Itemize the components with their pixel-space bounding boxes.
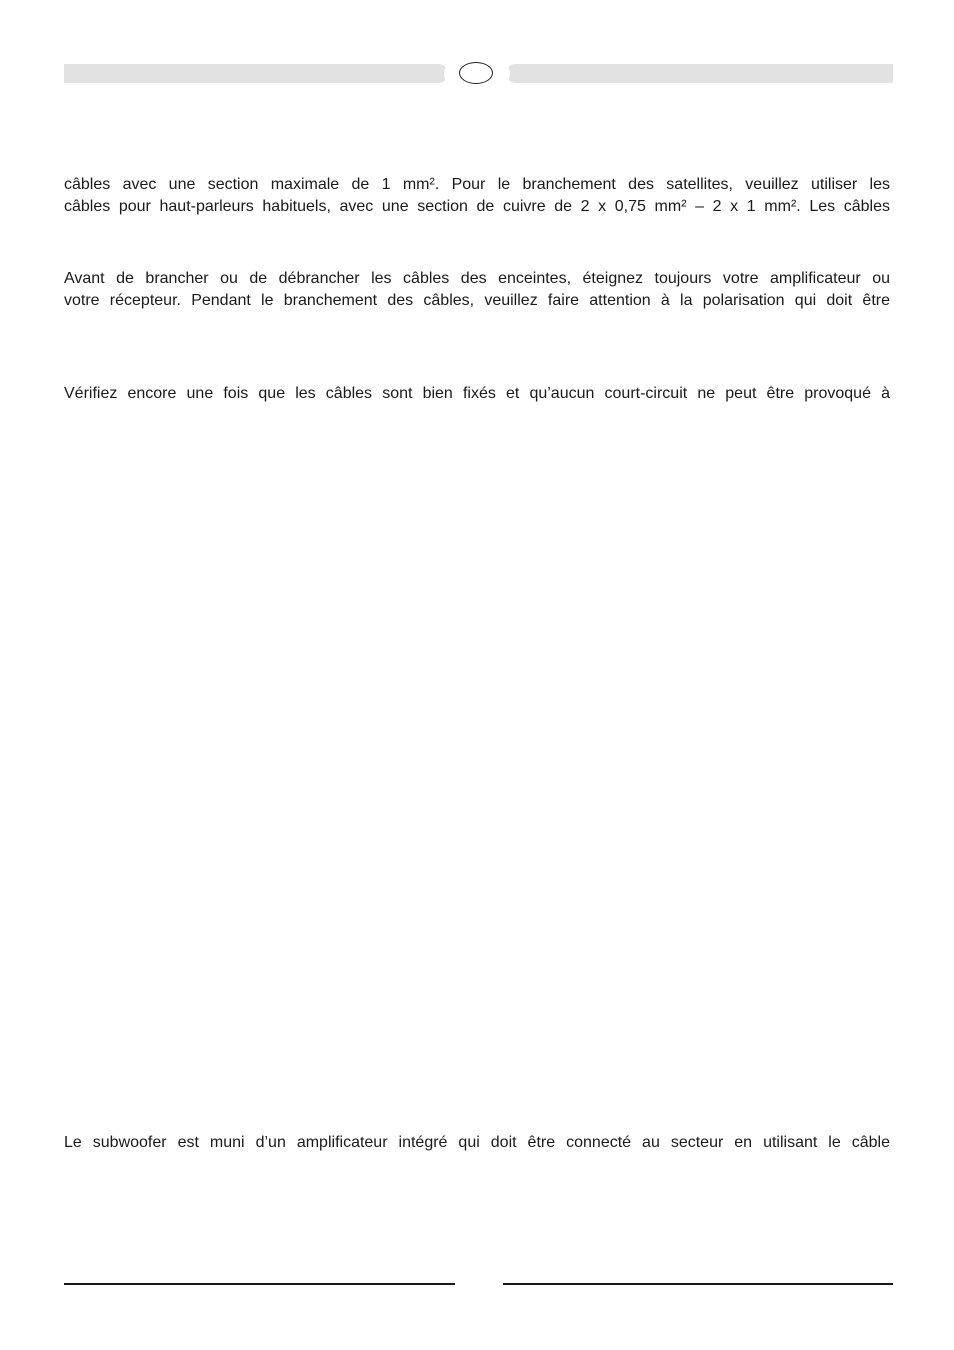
paragraph-subwoofer-power (64, 1132, 890, 1154)
paragraph-cable-section (64, 174, 890, 218)
paragraph-line: câbles avec une section maximale de 1 mm². Pour le branchement des satellites, veuillez utiliser les (64, 176, 890, 193)
paragraph-line: Avant de brancher ou de débrancher les câbles des enceintes, éteignez toujours votre amplificateur ou (64, 270, 890, 287)
language-badge (459, 62, 493, 84)
paragraph-check-cables (64, 383, 890, 405)
footer-rule-left (64, 1283, 455, 1285)
footer-rule-right (503, 1283, 893, 1285)
paragraph-line: Le subwoofer est muni d’un amplificateur intégré qui doit être connecté au secteur en utilisant le câble (64, 1134, 890, 1151)
header-bar-right (506, 64, 893, 83)
paragraph-power-off (64, 268, 890, 312)
paragraph-line: Vérifiez encore une fois que les câbles sont bien fixés et qu’aucun court-circuit ne peut être provoqué à (64, 385, 890, 402)
header-bar-left (64, 64, 448, 83)
paragraph-line: câbles pour haut-parleurs habituels, avec une section de cuivre de 2 x 0,75 mm² – 2 x 1 mm². Les câbles (64, 198, 890, 215)
paragraph-line: votre récepteur. Pendant le branchement des câbles, veuillez faire attention à la polarisation qui doit être (64, 292, 890, 309)
